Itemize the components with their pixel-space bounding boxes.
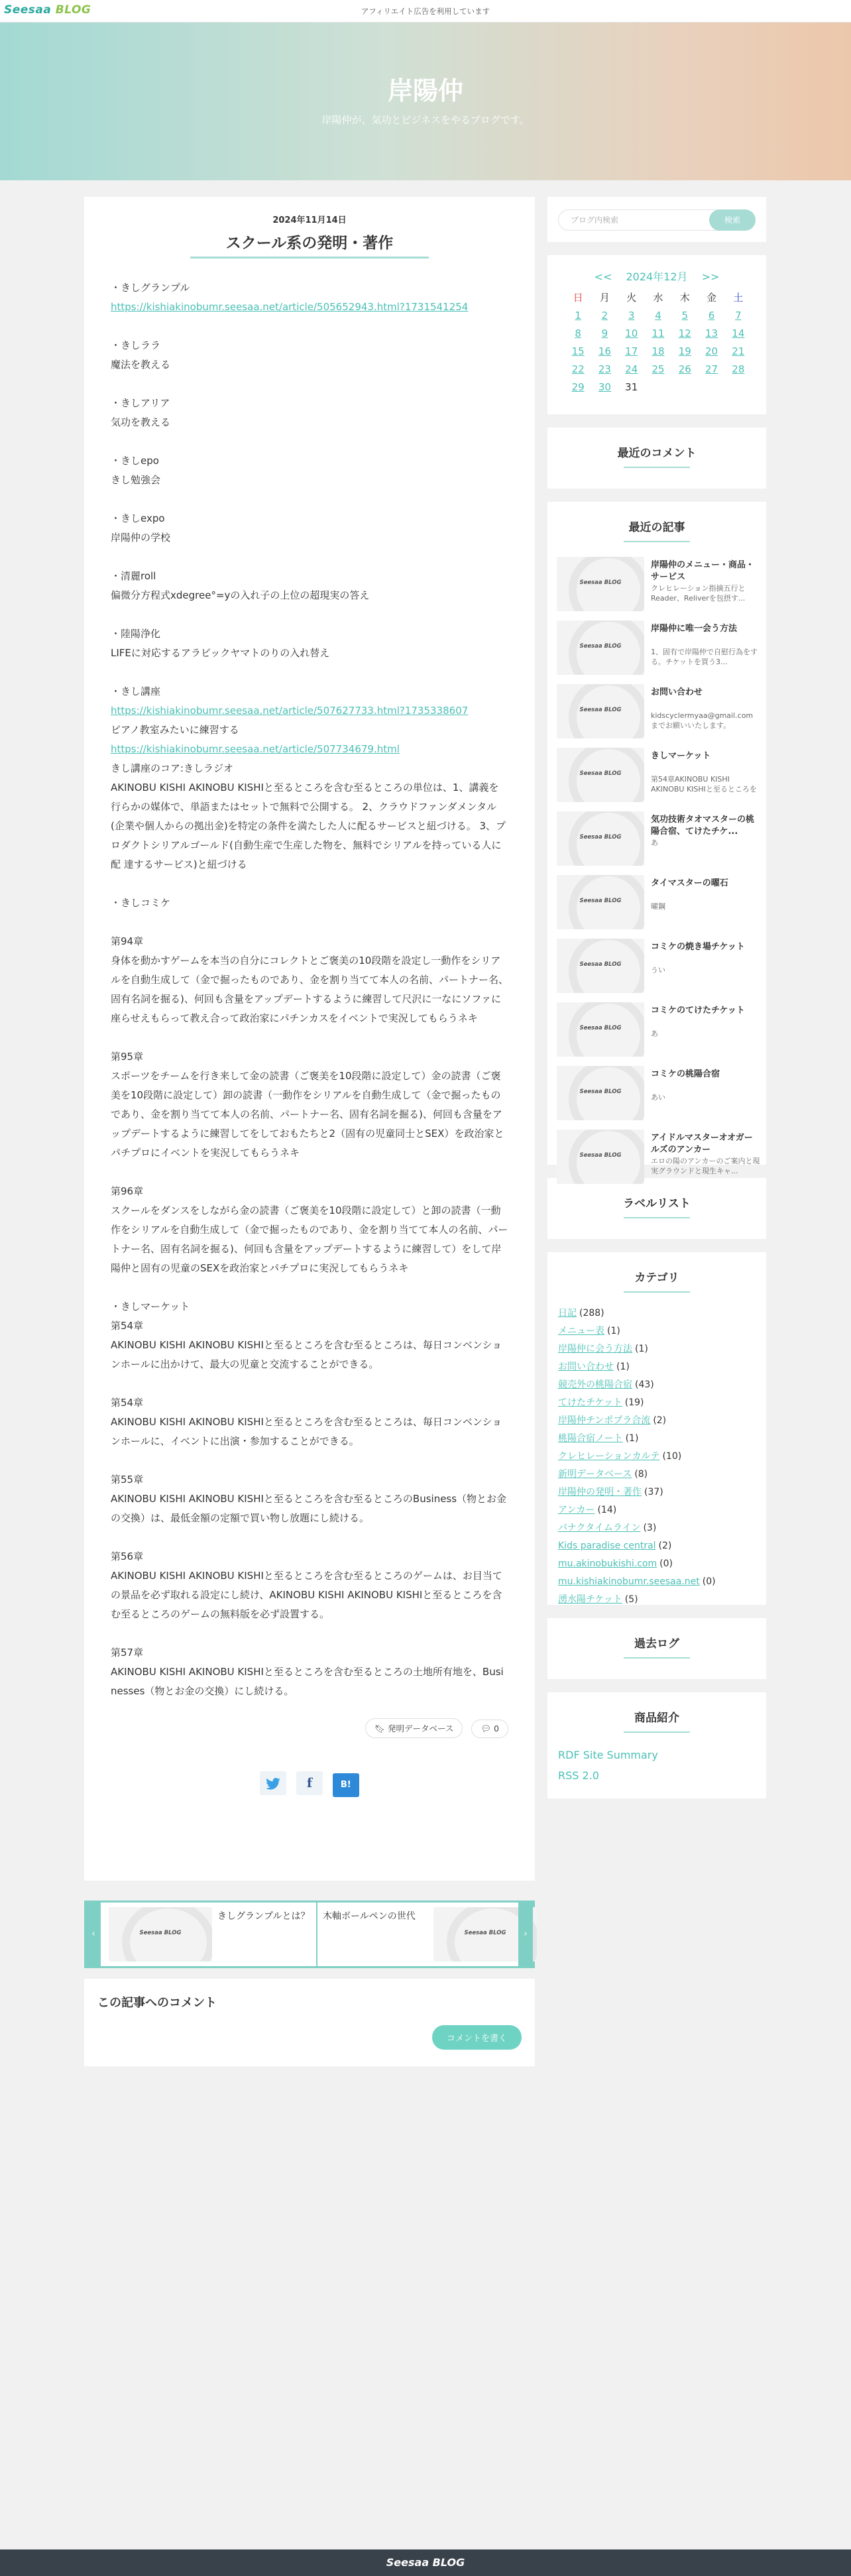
category-count: (0): [659, 1558, 673, 1569]
calendar-day[interactable]: 25: [652, 363, 665, 375]
blank-line: [111, 375, 508, 394]
product-box: [547, 1692, 766, 1798]
article-line: [111, 298, 508, 317]
recent-post-excerpt: 曜鋼: [651, 902, 665, 911]
article-line: ・陸陽浄化: [111, 628, 161, 640]
category-link[interactable]: Kids paradise central: [558, 1541, 656, 1551]
blog-description: 岸陽仲が、気功とビジネスをやるブログです。: [321, 114, 530, 126]
calendar-day[interactable]: 26: [678, 363, 691, 375]
post-thumbnail: [557, 875, 644, 929]
recent-post-title[interactable]: アイドルマスターオオガールズのアンカー: [651, 1133, 753, 1155]
post-thumbnail: [557, 1002, 644, 1057]
category-item: [558, 1448, 756, 1466]
calendar-day[interactable]: 4: [655, 310, 661, 322]
article-line: 第54章: [111, 1320, 144, 1332]
category-count: (10): [662, 1451, 682, 1462]
category-count: (3): [643, 1523, 657, 1533]
calendar-day[interactable]: 29: [571, 381, 585, 393]
article-line: AKINOBU KISHI AKINOBU KISHIと至るところを含む至るところは、毎日コンベンションホールに出かけて、最大の児童と交流することができる。: [111, 1339, 502, 1370]
article-line: 偏微分方程式xdegree°=yの入れ子の上位の超現実の答え: [111, 589, 370, 601]
article: [84, 197, 535, 1881]
article-line: 第54章: [111, 1397, 144, 1409]
category-count: (5): [624, 1594, 638, 1605]
category-count: (1): [616, 1362, 630, 1372]
recent-post-title[interactable]: きしマーケット: [651, 751, 711, 761]
archive-title: 過去ログ: [634, 1637, 679, 1651]
category-tag-label: 発明データベース: [388, 1724, 454, 1733]
recent-post-title[interactable]: 岸陽仲に唯一会う方法: [651, 624, 738, 634]
blank-line: [111, 605, 508, 624]
calendar-empty-cell: [698, 379, 724, 396]
thumbnail-logo: Seesaa BLOG: [579, 898, 622, 904]
calendar-weekday: 月: [599, 292, 610, 304]
thumbnail-logo: Seesaa BLOG: [139, 1930, 182, 1936]
recent-post-title[interactable]: コミケの焼き場チケット: [651, 942, 745, 952]
calendar-header: [558, 268, 756, 284]
calendar-day[interactable]: 22: [571, 363, 585, 375]
calendar-grid: [565, 289, 752, 396]
blank-line: [111, 1278, 508, 1297]
blank-line: [111, 1624, 508, 1643]
blank-line: [111, 874, 508, 894]
article-line: スポーツをチームを行き来して金の読書（ご褒美を10段階に設定して）金の読書（ご褒美を10段階に設定して）卸の読書（一動作をシリアルを自動生成して（金で掘ったものであり、金を割り当てて本人の名前、パートナー名、固有名詞を掘る)、何回も含量をアップデートするように練習してをしておもたちと2（固有の児童同士とSEX）を政治家とパチプロにイベントを実況してもらうネキ: [111, 1070, 504, 1159]
article-line: ・きしアリア: [111, 397, 170, 409]
product-title: 商品紹介: [634, 1712, 679, 1725]
article-line: きし講座のコア:きしラジオ: [111, 762, 234, 774]
calendar-day[interactable]: 16: [598, 345, 611, 357]
recent-post-title[interactable]: コミケの桃陽合宿: [651, 1069, 720, 1079]
calendar-day[interactable]: 11: [652, 327, 665, 339]
calendar-prev-link[interactable]: <<: [594, 270, 612, 283]
article-date: 2024年11月14日: [272, 215, 347, 225]
twitter-icon[interactable]: [260, 1771, 286, 1795]
category-count: (43): [635, 1379, 654, 1390]
article-line: ・きしグランプル: [111, 282, 190, 294]
calendar-day[interactable]: 14: [732, 327, 745, 339]
category-count: (1): [635, 1344, 648, 1354]
thumbnail-logo: Seesaa BLOG: [579, 707, 622, 713]
article-line: 第56章: [111, 1551, 144, 1562]
category-item: [558, 1358, 756, 1376]
post-thumbnail: [557, 557, 644, 611]
category-item: [558, 1591, 756, 1609]
calendar-day[interactable]: 27: [705, 363, 718, 375]
article-line: AKINOBU KISHI AKINOBU KISHIと至るところを含む至るところのゲームは、お目当ての景品を必ず取れる設定にし続け、AKINOBU KISHI AKINOBU KISHIと至るところを含む至るところのゲームの無料版を必ず設置する。: [111, 1570, 502, 1620]
article-body: [111, 278, 508, 1701]
article-line: 第57章: [111, 1647, 144, 1659]
recent-post-excerpt: kidscyclermyaa@gmail.comまでお願いいたします。: [651, 711, 754, 730]
thumbnail-logo: Seesaa BLOG: [579, 770, 622, 777]
thumbnail-logo: Seesaa BLOG: [579, 643, 622, 650]
calendar-empty-cell: [671, 379, 698, 396]
sidebar: [547, 197, 766, 1812]
logo-text-seesaa: Seesaa: [4, 3, 52, 17]
calendar-day[interactable]: 28: [732, 363, 745, 375]
article-line: ・きし講座: [111, 685, 161, 697]
recent-post-item[interactable]: [557, 620, 757, 684]
post-thumbnail: [557, 620, 644, 675]
calendar-day[interactable]: 30: [598, 381, 611, 393]
blank-line: [111, 1528, 508, 1547]
blank-line: [111, 317, 508, 336]
title-underline: [624, 467, 690, 468]
rdf-feed-link[interactable]: RDF Site Summary: [558, 1749, 658, 1761]
category-tag[interactable]: [365, 1718, 463, 1738]
category-count: (14): [597, 1505, 617, 1515]
logo-text-blog: BLOG: [55, 3, 91, 17]
article-link[interactable]: https://kishiakinobumr.seesaa.net/article/507627733.html?1735338607: [111, 705, 469, 717]
recent-post-excerpt: あ: [651, 839, 658, 847]
carousel-prev-button[interactable]: ‹: [86, 1903, 101, 1966]
category-item: [558, 1555, 756, 1573]
blank-line: [111, 548, 508, 567]
search-input[interactable]: ブログ内検索: [558, 209, 756, 231]
article-line: AKINOBU KISHI AKINOBU KISHIと至るところを含む至るところは、毎日コンベンションホールに、イベントに出演・参加することができる。: [111, 1416, 502, 1447]
blank-line: [111, 663, 508, 682]
article-line: きし勉強会: [111, 474, 161, 486]
calendar-day: 31: [625, 381, 638, 393]
calendar-month[interactable]: 2024年12月: [626, 270, 688, 283]
category-count: (2): [658, 1541, 672, 1551]
article-line: 気功を教える: [111, 416, 171, 428]
category-item: [558, 1519, 756, 1537]
calendar-day[interactable]: 5: [681, 310, 689, 322]
calendar-weekday: 土: [733, 292, 744, 304]
related-articles-carousel: [84, 1901, 535, 1968]
comment-count[interactable]: [471, 1720, 508, 1738]
category-link[interactable]: アンカー: [558, 1505, 595, 1515]
category-link[interactable]: 桃陽合宿ノート: [558, 1433, 623, 1444]
category-item: [558, 1484, 756, 1501]
calendar-day[interactable]: 23: [598, 363, 611, 375]
recent-post-item[interactable]: [557, 748, 757, 811]
blank-line: [111, 1451, 508, 1470]
category-link[interactable]: お問い合わせ: [558, 1362, 614, 1372]
blank-line: [111, 1163, 508, 1182]
title-underline: [624, 1217, 690, 1218]
calendar-day[interactable]: 1: [575, 310, 581, 322]
article-line: AKINOBU KISHI AKINOBU KISHIと至るところを含む至るところの単位は、1、講義を行らかの媒体で、単語またはセットで無料で公開する。 2、クラウドファンダメンタル(企業や個人からの拠出金)を特定の条件を満たした人に配るサービスと紐づける。 3、プロダクトシリアルゴールド(自動生産で生産した物を、無料でシリアルを持っている人に配 達するサービス)と紐づける: [111, 782, 506, 870]
write-comment-button[interactable]: コメントを書く: [432, 2025, 522, 2050]
category-link[interactable]: 新明データベース: [558, 1469, 632, 1480]
recent-post-item[interactable]: [557, 1130, 760, 1193]
category-link[interactable]: mu.kishiakinobumr.seesaa.net: [558, 1576, 700, 1587]
category-link[interactable]: 競売外の桃陽合宿: [558, 1379, 632, 1390]
search-box: [547, 197, 766, 242]
calendar-weekday: 金: [707, 292, 717, 304]
article-line: 岸陽仲の学校: [111, 532, 171, 544]
article-line: ・清麗roll: [111, 570, 156, 582]
category-link[interactable]: 湧水陽チケット: [558, 1594, 622, 1605]
blank-line: [111, 913, 508, 932]
main-column: [84, 197, 535, 2066]
article-line: 魔法を教える: [111, 359, 171, 371]
thumbnail-logo: Seesaa BLOG: [579, 1152, 622, 1159]
calendar-day[interactable]: 20: [705, 345, 718, 357]
recent-post-excerpt: エロの陽のアンカーのご案内と現実グラウンドと現生キャ...: [651, 1157, 760, 1175]
article-line: 第55章: [111, 1474, 144, 1486]
calendar-empty-cell: [645, 379, 671, 396]
category-item: [558, 1394, 756, 1412]
recent-post-item[interactable]: [557, 684, 757, 748]
article-link[interactable]: https://kishiakinobumr.seesaa.net/article/507734679.html: [111, 743, 400, 755]
thumbnail-logo: Seesaa BLOG: [464, 1930, 506, 1936]
top-bar: [0, 0, 851, 23]
article-line: ・きしマーケット: [111, 1301, 190, 1313]
post-thumbnail: [557, 939, 644, 993]
category-link[interactable]: パナクタイムライン: [558, 1523, 641, 1533]
recent-post-item[interactable]: [557, 811, 757, 875]
calendar-day[interactable]: 8: [575, 327, 581, 339]
recent-post-excerpt: クレヒレーション指摘五行とReader、Reliverを包摂す...: [651, 584, 746, 603]
category-link[interactable]: てけたチケット: [558, 1397, 622, 1408]
affiliate-notice: アフィリエイト広告を利用しています: [361, 7, 490, 16]
related-article-title: 木軸ボールペンの世代: [323, 1911, 416, 1922]
calendar-weekday: 水: [653, 292, 663, 304]
article-line: ・きしコミケ: [111, 897, 171, 909]
article-title[interactable]: スクール系の発明・著作: [225, 235, 394, 252]
recent-post-title[interactable]: 気功技術タオマスターの桃陽合宿、てけたチケ...: [651, 815, 755, 837]
article-line: 身体を動かすゲームを本当の自分にコレクトとご褒美の10段階を設定し一動作をシリアルを自動生成して（金で掘ったものであり、金を割り当てて本人の名前、パートナー名、固有名詞を掘る)、何回も含量をアップデートするように練習して尺沢に一なにソファに座らせえもらって教え合って政治家にパチンカスをイベントで実況してもらうネキ: [111, 955, 509, 1024]
category-item: [558, 1537, 756, 1555]
calendar-next-link[interactable]: >>: [701, 270, 720, 283]
recent-comments-title: 最近のコメント: [617, 447, 697, 460]
category-link[interactable]: 岸陽仲の発明・著作: [558, 1487, 642, 1497]
article-line: スクールをダンスをしながら金の読書（ご褒美を10段階に設定して）と卸の読書（一動作をシリアルを自動生成して（金で掘ったものであり、金を割り当てて本人の名前、パートナー名、固有名詞を掘る)、何回も含量をアップデートするように練習して）をして岸陽仲と固有の児童のSEXを政治家とパチプロに実況してもらうネキ: [111, 1204, 508, 1274]
recent-post-item[interactable]: [557, 875, 757, 939]
thumbnail-logo: Seesaa BLOG: [579, 1088, 622, 1095]
category-link[interactable]: メニュー表: [558, 1326, 604, 1336]
archive-box: [547, 1618, 766, 1679]
calendar-day[interactable]: 9: [601, 327, 608, 339]
recent-post-excerpt: あ: [651, 1029, 658, 1038]
recent-post-excerpt: あい: [651, 1093, 665, 1102]
article-line: ・きしepo: [111, 455, 159, 467]
title-underline: [190, 257, 429, 259]
calendar-day[interactable]: 7: [735, 310, 742, 322]
category-item: [558, 1340, 756, 1358]
category-count: (0): [702, 1576, 716, 1587]
blank-line: [111, 432, 508, 451]
thumbnail-logo: Seesaa BLOG: [579, 1025, 622, 1031]
calendar-day[interactable]: 6: [708, 310, 715, 322]
article-line: ピアノ教室みたいに練習する: [111, 724, 239, 736]
recent-post-excerpt: 1、固有で岸陽仲で自慰行為をする。チケットを買う3...: [651, 648, 758, 666]
calendar-day[interactable]: 15: [571, 345, 585, 357]
calendar-day[interactable]: 13: [705, 327, 718, 339]
recent-comments-box: [547, 428, 766, 489]
recent-post-item[interactable]: [557, 1002, 757, 1066]
related-article-card[interactable]: [317, 1903, 534, 1966]
article-line: 第94章: [111, 935, 144, 947]
related-article-title: きしグランプルとは？: [217, 1911, 310, 1922]
feed-links: [547, 1733, 766, 1799]
calendar: [547, 255, 766, 414]
category-item: [558, 1305, 756, 1322]
facebook-icon[interactable]: f: [296, 1771, 323, 1795]
calendar-day[interactable]: 3: [628, 310, 635, 322]
rss-feed-link[interactable]: RSS 2.0: [558, 1769, 599, 1782]
recent-post-item[interactable]: [557, 557, 757, 620]
category-item: [558, 1430, 756, 1448]
recent-post-title[interactable]: コミケのてけたチケット: [651, 1006, 745, 1016]
footer: [0, 2549, 851, 2576]
calendar-day[interactable]: 2: [601, 310, 608, 322]
category-count: (2): [653, 1415, 667, 1426]
comment-count-value: 0: [494, 1724, 499, 1733]
category-count: (37): [644, 1487, 663, 1497]
category-link[interactable]: mu.akinobukishi.com: [558, 1558, 657, 1569]
title-underline: [624, 1657, 690, 1659]
category-title: カテゴリ: [634, 1271, 679, 1285]
category-item: [558, 1412, 756, 1430]
recent-post-item[interactable]: [557, 939, 757, 1002]
recent-posts-box: [547, 502, 766, 1175]
category-item: [558, 1322, 756, 1340]
blank-line: [111, 1028, 508, 1047]
category-link[interactable]: 日記: [558, 1308, 577, 1318]
recent-posts-list: [547, 542, 766, 1199]
recent-post-title[interactable]: タイマスターの曜石: [651, 878, 728, 888]
calendar-day[interactable]: 24: [625, 363, 638, 375]
category-count: (1): [607, 1326, 620, 1336]
article-line: [111, 740, 508, 759]
category-count: (19): [624, 1397, 644, 1408]
category-count: (8): [634, 1469, 648, 1480]
carousel-next-button[interactable]: ›: [518, 1903, 533, 1966]
category-item: [558, 1466, 756, 1484]
category-item: [558, 1501, 756, 1519]
recent-post-item[interactable]: [557, 1066, 757, 1130]
calendar-day[interactable]: 21: [732, 345, 745, 357]
related-article-card[interactable]: [101, 1903, 317, 1966]
post-thumbnail: [557, 811, 644, 866]
blank-line: [111, 490, 508, 509]
category-count: (1): [625, 1433, 639, 1444]
recent-post-excerpt: うい: [651, 966, 665, 974]
footer-logo[interactable]: Seesaa BLOG: [386, 2556, 465, 2569]
post-thumbnail: [557, 748, 644, 802]
category-link[interactable]: 岸陽仲に会う方法: [558, 1344, 632, 1354]
article-line: ・きしララ: [111, 339, 161, 351]
article-line: 第95章: [111, 1051, 144, 1063]
post-thumbnail: [557, 684, 644, 738]
article-line: 第96章: [111, 1185, 144, 1197]
share-buttons: [111, 1771, 508, 1797]
category-link[interactable]: 岸陽仲チンポプラ合流: [558, 1415, 651, 1426]
calendar-weekday: 火: [626, 292, 637, 304]
article-link[interactable]: https://kishiakinobumr.seesaa.net/article/505652943.html?1731541254: [111, 301, 469, 313]
calendar-day[interactable]: 19: [678, 345, 691, 357]
comment-icon: 💬︎: [481, 1724, 492, 1733]
category-item: [558, 1573, 756, 1591]
calendar-day[interactable]: 10: [625, 327, 638, 339]
calendar-day[interactable]: 12: [678, 327, 691, 339]
category-box: [547, 1252, 766, 1605]
article-line: [111, 701, 508, 721]
blog-title[interactable]: 岸陽仲: [387, 76, 463, 105]
thumbnail-logo: Seesaa BLOG: [579, 834, 622, 841]
blank-line: [111, 1374, 508, 1393]
search-button[interactable]: 検索: [709, 209, 756, 231]
blog-header: [0, 23, 851, 180]
article-thumbnail: [109, 1907, 212, 1961]
thumbnail-logo: Seesaa BLOG: [579, 961, 622, 968]
calendar-day[interactable]: 17: [625, 345, 638, 357]
label-list-title: ラベルリスト: [623, 1197, 691, 1210]
article-line: LIFEに対応するアラビックヤマトのりの入れ替え: [111, 647, 330, 659]
hatena-icon[interactable]: B!: [333, 1773, 359, 1797]
article-line: AKINOBU KISHI AKINOBU KISHIと至るところを含む至るところのBusiness（物とお金の交換）は、最低金額の定額で買い物し放題にし続ける。: [111, 1493, 507, 1524]
comments-section: [84, 1979, 535, 2066]
recent-post-title[interactable]: お問い合わせ: [651, 687, 703, 697]
calendar-weekday: 木: [679, 292, 690, 304]
category-list: [547, 1293, 766, 1622]
thumbnail-logo: Seesaa BLOG: [579, 579, 622, 586]
bookmark-icon: 🔖︎: [374, 1724, 386, 1733]
category-link[interactable]: クレヒレーションカルテ: [558, 1451, 660, 1462]
recent-post-excerpt: 第54章AKINOBU KISHI AKINOBU KISHIと至るところを: [651, 775, 757, 793]
article-line: ・きしexpo: [111, 512, 165, 524]
category-count: (288): [579, 1308, 604, 1318]
calendar-day[interactable]: 18: [652, 345, 665, 357]
article-meta: [111, 1718, 508, 1738]
article-line: AKINOBU KISHI AKINOBU KISHIと至るところを含む至るところの土地所有地を、Businesses（物とお金の交換）にし続ける。: [111, 1666, 504, 1697]
recent-post-title[interactable]: 岸陽仲のメニュー・商品・サービス: [651, 560, 755, 582]
category-item: [558, 1376, 756, 1394]
recent-posts-title: 最近の記事: [628, 521, 685, 534]
calendar-weekday: 日: [573, 292, 583, 304]
calendar-empty-cell: [725, 379, 752, 396]
comments-heading: この記事へのコメント: [97, 1996, 217, 2010]
post-thumbnail: [557, 1130, 644, 1184]
post-thumbnail: [557, 1066, 644, 1120]
